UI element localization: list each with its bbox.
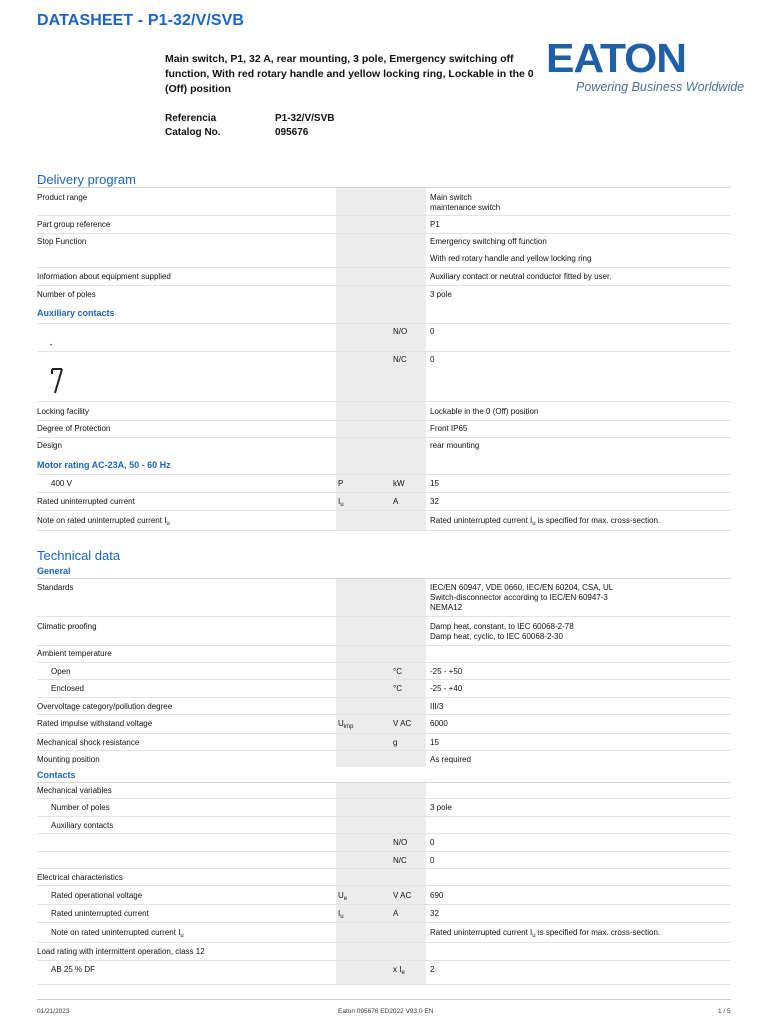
ref-label: Referencia: [165, 113, 217, 124]
section-technical-data: Technical data: [37, 548, 121, 563]
ref-value: P1-32/V/SVB: [275, 113, 335, 124]
contact-dot-icon: •: [50, 343, 53, 349]
shaded-column: [336, 579, 426, 767]
section-delivery-program: Delivery program: [37, 172, 136, 187]
footer-date: 01/21/2023: [37, 1008, 70, 1015]
nc-contact-symbol-icon: [48, 366, 66, 401]
subsection-motor-rating: Motor rating AC-23A, 50 - 60 Hz: [37, 460, 171, 470]
subsection-contacts: Contacts: [37, 770, 76, 780]
datasheet-title: DATASHEET - P1-32/V/SVB: [37, 12, 245, 29]
shaded-column: [336, 783, 426, 985]
subsection-auxiliary-contacts: Auxiliary contacts: [37, 308, 115, 318]
catalog-value: 095676: [275, 127, 309, 138]
slogan: Powering Business Worldwide: [576, 80, 745, 94]
footer-divider: [37, 999, 731, 1000]
catalog-label: Catalog No.: [165, 127, 221, 138]
shaded-column: [336, 188, 426, 531]
subsection-general: General: [37, 566, 71, 576]
logo-text: EATON: [546, 38, 686, 78]
reference-block: [165, 112, 334, 140]
footer-page-number: 1 / 5: [718, 1008, 731, 1015]
product-description: Main switch, P1, 32 A, rear mounting, 3 pole, Emergency switching off function, With red rotary handle and yellow locking ring, Lockable in the 0 (Off) position: [165, 53, 534, 95]
footer-document-id: Eaton 095676 ED2022 V93.0 EN: [338, 1008, 434, 1015]
